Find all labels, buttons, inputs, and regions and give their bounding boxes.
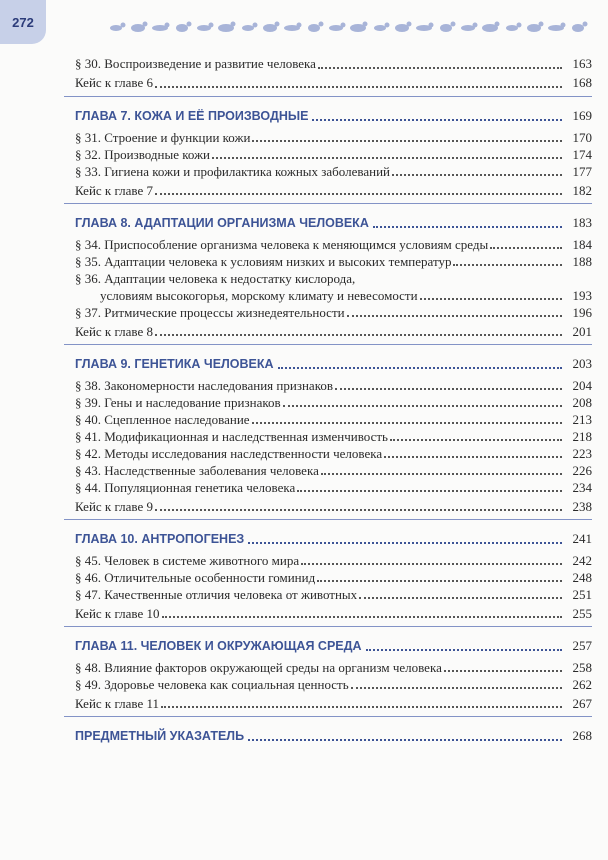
chapter-page: 169 <box>572 108 592 123</box>
animal-silhouette <box>506 25 518 31</box>
dot-leader <box>347 315 562 317</box>
dot-leader <box>359 597 562 599</box>
dot-leader <box>155 86 562 88</box>
chapter-block <box>64 204 592 344</box>
dot-leader <box>155 193 562 195</box>
toc-entry-page: 193 <box>572 288 592 303</box>
animal-silhouette <box>308 24 320 32</box>
toc-entry[interactable] <box>64 676 592 693</box>
chapter-heading[interactable] <box>64 214 592 232</box>
toc-entry-page: 168 <box>572 75 592 90</box>
toc-entry-page: 238 <box>572 499 592 514</box>
page-number: 272 <box>0 0 46 44</box>
toc-entry-title: Кейс к главе 11 <box>75 696 160 711</box>
animal-silhouette <box>429 23 434 28</box>
chapter-heading[interactable] <box>64 727 592 745</box>
toc-entry-title: § 37. Ритмические процессы жизнедеятельности <box>75 305 345 320</box>
toc-entry[interactable] <box>64 445 592 462</box>
animal-silhouette <box>451 22 456 27</box>
table-of-contents <box>64 54 592 753</box>
toc-entry-page: 258 <box>572 660 592 675</box>
toc-entry-title: Кейс к главе 6 <box>75 75 153 90</box>
toc-entry[interactable] <box>64 552 592 569</box>
toc-entry-title: § 32. Производные кожи <box>75 147 211 162</box>
dot-leader <box>351 687 562 689</box>
animal-silhouette <box>572 24 584 32</box>
toc-entry-page: 234 <box>572 480 592 495</box>
toc-entry-title: § 30. Воспроизведение и развитие человека <box>75 56 316 71</box>
toc-entry[interactable] <box>64 411 592 428</box>
animal-silhouette <box>341 23 346 28</box>
toc-entry[interactable] <box>64 659 592 676</box>
animal-silhouette <box>176 24 188 32</box>
animal-silhouette <box>275 22 280 27</box>
toc-entry-page: 208 <box>572 395 592 410</box>
toc-entry-title: Кейс к главе 10 <box>75 606 160 621</box>
chapter-title: ГЛАВА 11. ЧЕЛОВЕК И ОКРУЖАЮЩАЯ СРЕДА <box>75 639 362 653</box>
toc-entry[interactable] <box>64 129 592 146</box>
dot-leader <box>373 226 562 228</box>
toc-entry[interactable] <box>64 695 592 712</box>
toc-entry[interactable] <box>64 586 592 603</box>
toc-entry-title: § 44. Популяционная генетика человека <box>75 480 296 495</box>
toc-entry-page: 177 <box>572 164 592 179</box>
dot-leader <box>335 388 562 390</box>
toc-entry-title: § 36. Адаптации человека к недостатку кислорода, <box>75 271 356 286</box>
dot-leader <box>252 140 562 142</box>
animal-silhouette <box>374 25 386 31</box>
animal-silhouette <box>495 22 500 27</box>
chapter-page: 183 <box>572 215 592 230</box>
chapter-heading[interactable] <box>64 355 592 373</box>
dot-leader <box>162 616 563 618</box>
animal-silhouette <box>319 22 324 27</box>
dot-leader <box>366 649 562 651</box>
animal-silhouette <box>440 24 452 32</box>
animal-silhouette <box>407 22 412 27</box>
animal-silhouette <box>297 23 302 28</box>
animal-silhouette <box>385 23 390 28</box>
toc-entry[interactable] <box>64 498 592 515</box>
dot-leader <box>444 670 562 672</box>
chapter-page: 268 <box>572 728 592 743</box>
toc-entry-page: 204 <box>572 378 592 393</box>
toc-entry-title: § 34. Приспособление организма человека к меняющимся условиям среды <box>75 237 489 252</box>
chapter-title: ГЛАВА 9. ГЕНЕТИКА ЧЕЛОВЕКА <box>75 357 274 371</box>
chapter-title: ГЛАВА 10. АНТРОПОГЕНЕЗ <box>75 532 245 546</box>
dot-leader <box>318 67 562 69</box>
chapter-heading[interactable] <box>64 530 592 548</box>
chapter-page: 241 <box>572 531 592 546</box>
toc-entry[interactable] <box>64 323 592 340</box>
dot-leader <box>392 174 562 176</box>
chapter-page: 203 <box>572 356 592 371</box>
toc-entry[interactable] <box>64 54 592 73</box>
toc-intro-block <box>64 54 592 96</box>
dot-leader <box>321 473 562 475</box>
toc-entry-page: 218 <box>572 429 592 444</box>
toc-entry-page: 170 <box>572 130 592 145</box>
animal-silhouette <box>187 22 192 27</box>
dot-leader <box>301 563 562 565</box>
dot-leader <box>155 334 562 336</box>
dot-leader <box>453 264 562 266</box>
animal-silhouette <box>363 22 368 27</box>
dot-leader <box>252 422 562 424</box>
toc-entry-page: 201 <box>572 324 592 339</box>
toc-entry-title: § 43. Наследственные заболевания человека <box>75 463 319 478</box>
toc-entry-title: § 49. Здоровье человека как социальная ценность <box>75 677 349 692</box>
dot-leader <box>248 739 562 741</box>
toc-entry[interactable] <box>64 428 592 445</box>
toc-entry-title: § 48. Влияние факторов окружающей среды на организм человека <box>75 660 442 675</box>
chapter-page: 257 <box>572 638 592 653</box>
toc-entry-title: § 33. Гигиена кожи и профилактика кожных заболеваний <box>75 164 390 179</box>
toc-entry[interactable] <box>64 253 592 270</box>
animal-silhouettes-decoration <box>104 16 592 38</box>
chapter-block <box>64 97 592 203</box>
chapter-title: ПРЕДМЕТНЫЙ УКАЗАТЕЛЬ <box>75 729 245 743</box>
dot-leader <box>312 119 562 121</box>
chapter-block <box>64 345 592 519</box>
dot-leader <box>161 706 562 708</box>
toc-entry[interactable] <box>64 73 592 92</box>
animal-silhouette <box>110 25 122 31</box>
toc-entry-title: Кейс к главе 9 <box>75 499 153 514</box>
animal-silhouette <box>539 22 544 27</box>
chapter-block <box>64 520 592 626</box>
toc-entry-page: 267 <box>572 696 592 711</box>
animal-silhouette <box>253 23 258 28</box>
animal-silhouette <box>143 22 148 27</box>
toc-entry-page: 196 <box>572 305 592 320</box>
dot-leader <box>155 509 562 511</box>
chapter-block <box>64 627 592 716</box>
dot-leader <box>390 439 562 441</box>
animal-silhouette <box>242 25 254 31</box>
chapter-heading[interactable] <box>64 107 592 125</box>
toc-entry-page: 213 <box>572 412 592 427</box>
toc-entry[interactable] <box>64 479 592 496</box>
toc-entry-page: 262 <box>572 677 592 692</box>
chapter-heading[interactable] <box>64 637 592 655</box>
toc-entry[interactable] <box>64 569 592 586</box>
toc-entry-page: 226 <box>572 463 592 478</box>
animal-silhouette <box>517 23 522 28</box>
chapter-title: ГЛАВА 7. КОЖА И ЕЁ ПРОИЗВОДНЫЕ <box>75 109 309 123</box>
chapter-title: ГЛАВА 8. АДАПТАЦИИ ОРГАНИЗМА ЧЕЛОВЕКА <box>75 216 369 230</box>
dot-leader <box>283 405 562 407</box>
toc-entry-title: § 41. Модификационная и наследственная изменчивость <box>75 429 388 444</box>
toc-entry-title: § 35. Адаптации человека к условиям низких и высоких температур <box>75 254 452 269</box>
toc-entry-title: § 31. Строение и функции кожи <box>75 130 251 145</box>
dot-leader <box>297 490 562 492</box>
dot-leader <box>317 580 562 582</box>
dot-leader <box>248 542 562 544</box>
toc-entry-page: 251 <box>572 587 592 602</box>
animal-silhouette <box>561 23 566 28</box>
toc-entry-page: 174 <box>572 147 592 162</box>
toc-entry-title: § 47. Качественные отличия человека от животных <box>75 587 358 602</box>
toc-entry[interactable] <box>64 236 592 253</box>
toc-entry[interactable] <box>64 394 592 411</box>
toc-entry-title: § 45. Человек в системе животного мира <box>75 553 300 568</box>
toc-entry-page: 242 <box>572 553 592 568</box>
toc-entry[interactable] <box>64 605 592 622</box>
toc-entry[interactable] <box>64 270 592 287</box>
animal-silhouette <box>165 23 170 28</box>
toc-entry-title: § 40. Сцепленное наследование <box>75 412 250 427</box>
toc-entry-title: § 39. Гены и наследование признаков <box>75 395 281 410</box>
toc-entry-page: 188 <box>572 254 592 269</box>
toc-entry[interactable] <box>64 462 592 479</box>
dot-leader <box>384 456 562 458</box>
toc-entry-title: Кейс к главе 7 <box>75 183 153 198</box>
toc-entry-title: § 46. Отличительные особенности гоминид <box>75 570 316 585</box>
animal-silhouette <box>583 22 588 27</box>
toc-entry-page: 248 <box>572 570 592 585</box>
toc-entry[interactable] <box>64 163 592 180</box>
toc-entry-page: 255 <box>572 606 592 621</box>
toc-entry-page: 163 <box>572 56 592 71</box>
toc-entry-continuation[interactable] <box>64 287 592 304</box>
toc-entry-title: § 38. Закономерности наследования признаков <box>75 378 333 393</box>
toc-entry[interactable] <box>64 182 592 199</box>
chapter-block <box>64 717 592 753</box>
toc-entry-title-cont: условиям высокогорья, морскому климату и невесомости <box>100 288 418 303</box>
toc-entry-page: 182 <box>572 183 592 198</box>
dot-leader <box>212 157 562 159</box>
toc-entry-page: 223 <box>572 446 592 461</box>
animal-silhouette <box>209 23 214 28</box>
animal-silhouette <box>231 22 236 27</box>
toc-entry-title: Кейс к главе 8 <box>75 324 153 339</box>
toc-entry[interactable] <box>64 377 592 394</box>
toc-entry-page: 184 <box>572 237 592 252</box>
animal-silhouette <box>121 23 126 28</box>
animal-silhouette <box>473 23 478 28</box>
dot-leader <box>278 367 562 369</box>
toc-entry[interactable] <box>64 146 592 163</box>
toc-entry-title: § 42. Методы исследования наследственности человека <box>75 446 383 461</box>
dot-leader <box>420 298 562 300</box>
toc-entry[interactable] <box>64 304 592 321</box>
dot-leader <box>490 247 562 249</box>
